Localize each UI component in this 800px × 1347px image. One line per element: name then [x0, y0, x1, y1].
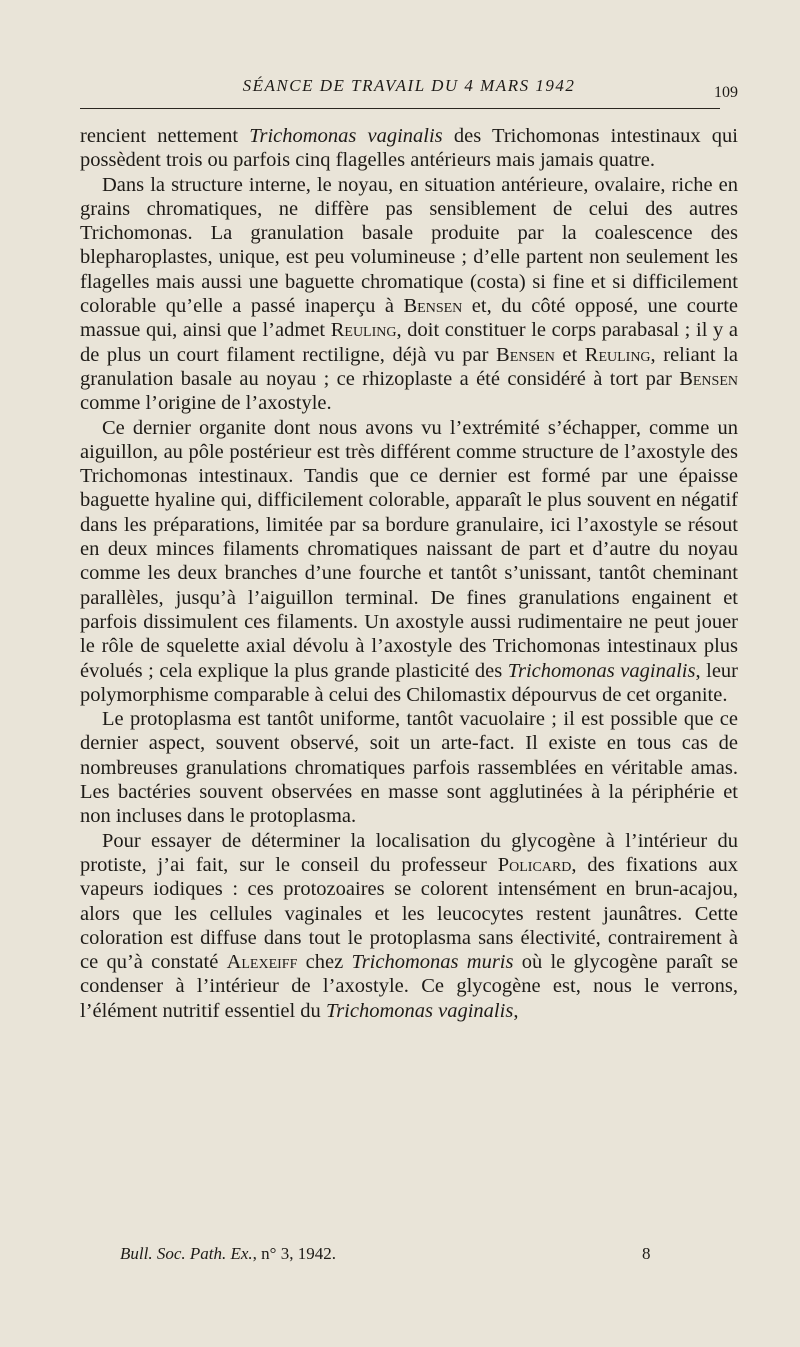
author-name: Reuling	[584, 343, 651, 366]
italic-term: Trichomonas vaginalis	[249, 125, 443, 147]
paragraph-3	[80, 416, 738, 708]
author-name: Alexeiff	[226, 951, 298, 974]
text-run: , leur polymorphisme comparable à celui des Chilomastix dépourvus de cet organite.	[80, 659, 738, 706]
page-header	[80, 74, 738, 114]
text-run: , reliant la granulation basale au noyau ; ce rhizoplaste a été considéré à tort par	[80, 343, 738, 390]
text-run: chez	[297, 951, 352, 974]
italic-term: Trichomonas vaginalis	[325, 999, 514, 1022]
text-run: rencient nettement	[80, 125, 250, 147]
text-run: des Trichomonas intestinaux qui possèdent trois ou parfois cinq flagelles antérieurs mais jamais quatre.	[80, 125, 738, 172]
text-run: , des fixations aux vapeurs iodiques : ces protozoaires se colorent intensément en brun-acajou, alors que les cellules vaginales et les leucocytes restent jaunâtres. Cette coloration est diffuse dans tout le protoplasma sans électivité, contrairement à ce qu’à constaté	[80, 853, 738, 974]
text-run: et	[554, 343, 585, 366]
paragraph-2	[80, 173, 738, 416]
journal-name: Bull. Soc. Path. Ex.	[120, 1244, 253, 1263]
author-name: Reuling	[330, 319, 397, 342]
italic-term: Trichomonas vaginalis	[507, 659, 696, 682]
paragraph-4	[80, 707, 738, 828]
journal-citation	[120, 1244, 336, 1264]
text-run: où le glycogène paraît se condenser à l’intérieur de l’axostyle. Ce glycogène est, nous le verrons, l’élément nutritif essentiel du	[80, 951, 739, 1022]
author-name: Bensen	[403, 295, 463, 318]
text-run: Le protoplasma est tantôt uniforme, tantôt vacuolaire ; il est possible que ce dernier aspect, souvent observé, soit un arte-fact. Il existe en tous cas de nombreuses granulations chromatiques parfois rassemblées en véritable amas. Les bactéries souvent observées en masse sont agglutinées à la périphérie et non incluses dans le protoplasma.	[80, 708, 738, 828]
text-run: Ce dernier organite dont nous avons vu l’extrémité s’échapper, comme un aiguillon, au pôle postérieur est très différent comme structure de l’axostyle des Trichomonas intestinaux. Tandis que ce dernier est formé par une épaisse baguette hyaline qui, difficilement colorable, apparaît le plus souvent en négatif dans les préparations, limitée par sa bordure granulaire, ici l’axostyle se résout en deux minces filaments chromatiques naissant de part et d’autre du noyau comme les deux branches d’une fourche et tantôt s’unissant, tantôt cheminant parallèles, jusqu’à l’aiguillon terminal. De fines granulations engainent et parfois dissimulent ces filaments. Un axostyle aussi rudimentaire ne peut jouer le rôle de squelette axial dévolu à l’axostyle des Trichomonas intestinaux plus évolués ; cela explique la plus grande plasticité des	[80, 416, 738, 682]
author-name: Bensen	[496, 343, 555, 366]
running-head: SÉANCE DE TRAVAIL DU 4 MARS 1942	[242, 76, 576, 95]
text-run: Pour essayer de déterminer la localisation du glycogène à l’intérieur du protiste, j’ai fait, sur le conseil du professeur	[80, 829, 738, 876]
page-footer	[80, 1244, 738, 1268]
paragraph-1	[80, 124, 738, 173]
journal-issue: , n° 3, 1942.	[252, 1244, 336, 1263]
signature-mark: 8	[642, 1244, 651, 1263]
text-run: , doit constituer le corps parabasal ; il y a de plus un court filament rectiligne, déjà vu par	[80, 319, 738, 366]
page-number: 109	[714, 84, 738, 101]
text-run: comme l’origine de l’axostyle.	[80, 392, 332, 415]
italic-term: Trichomonas muris	[351, 951, 514, 974]
paragraph-5	[80, 829, 738, 1023]
author-name: Policard	[497, 853, 572, 876]
text-run: et, du côté opposé, une courte massue qui, ainsi que l’admet	[80, 295, 738, 342]
header-rule	[80, 108, 720, 109]
text-run: Dans la structure interne, le noyau, en situation antérieure, ovalaire, riche en grains chromatiques, ne diffère pas sensiblement de celui des autres Trichomonas. La granulation basale produite par la coalescence des blepharoplastes, unique, est peu volumineuse ; d’elle partent non seulement les flagelles mais aussi une baguette chromatique (costa) si fine et si difficilement colorable qu’elle a passé inaperçu à	[80, 173, 738, 318]
body-text	[80, 124, 738, 1023]
text-run: ,	[513, 999, 519, 1022]
author-name: Bensen	[679, 367, 738, 390]
